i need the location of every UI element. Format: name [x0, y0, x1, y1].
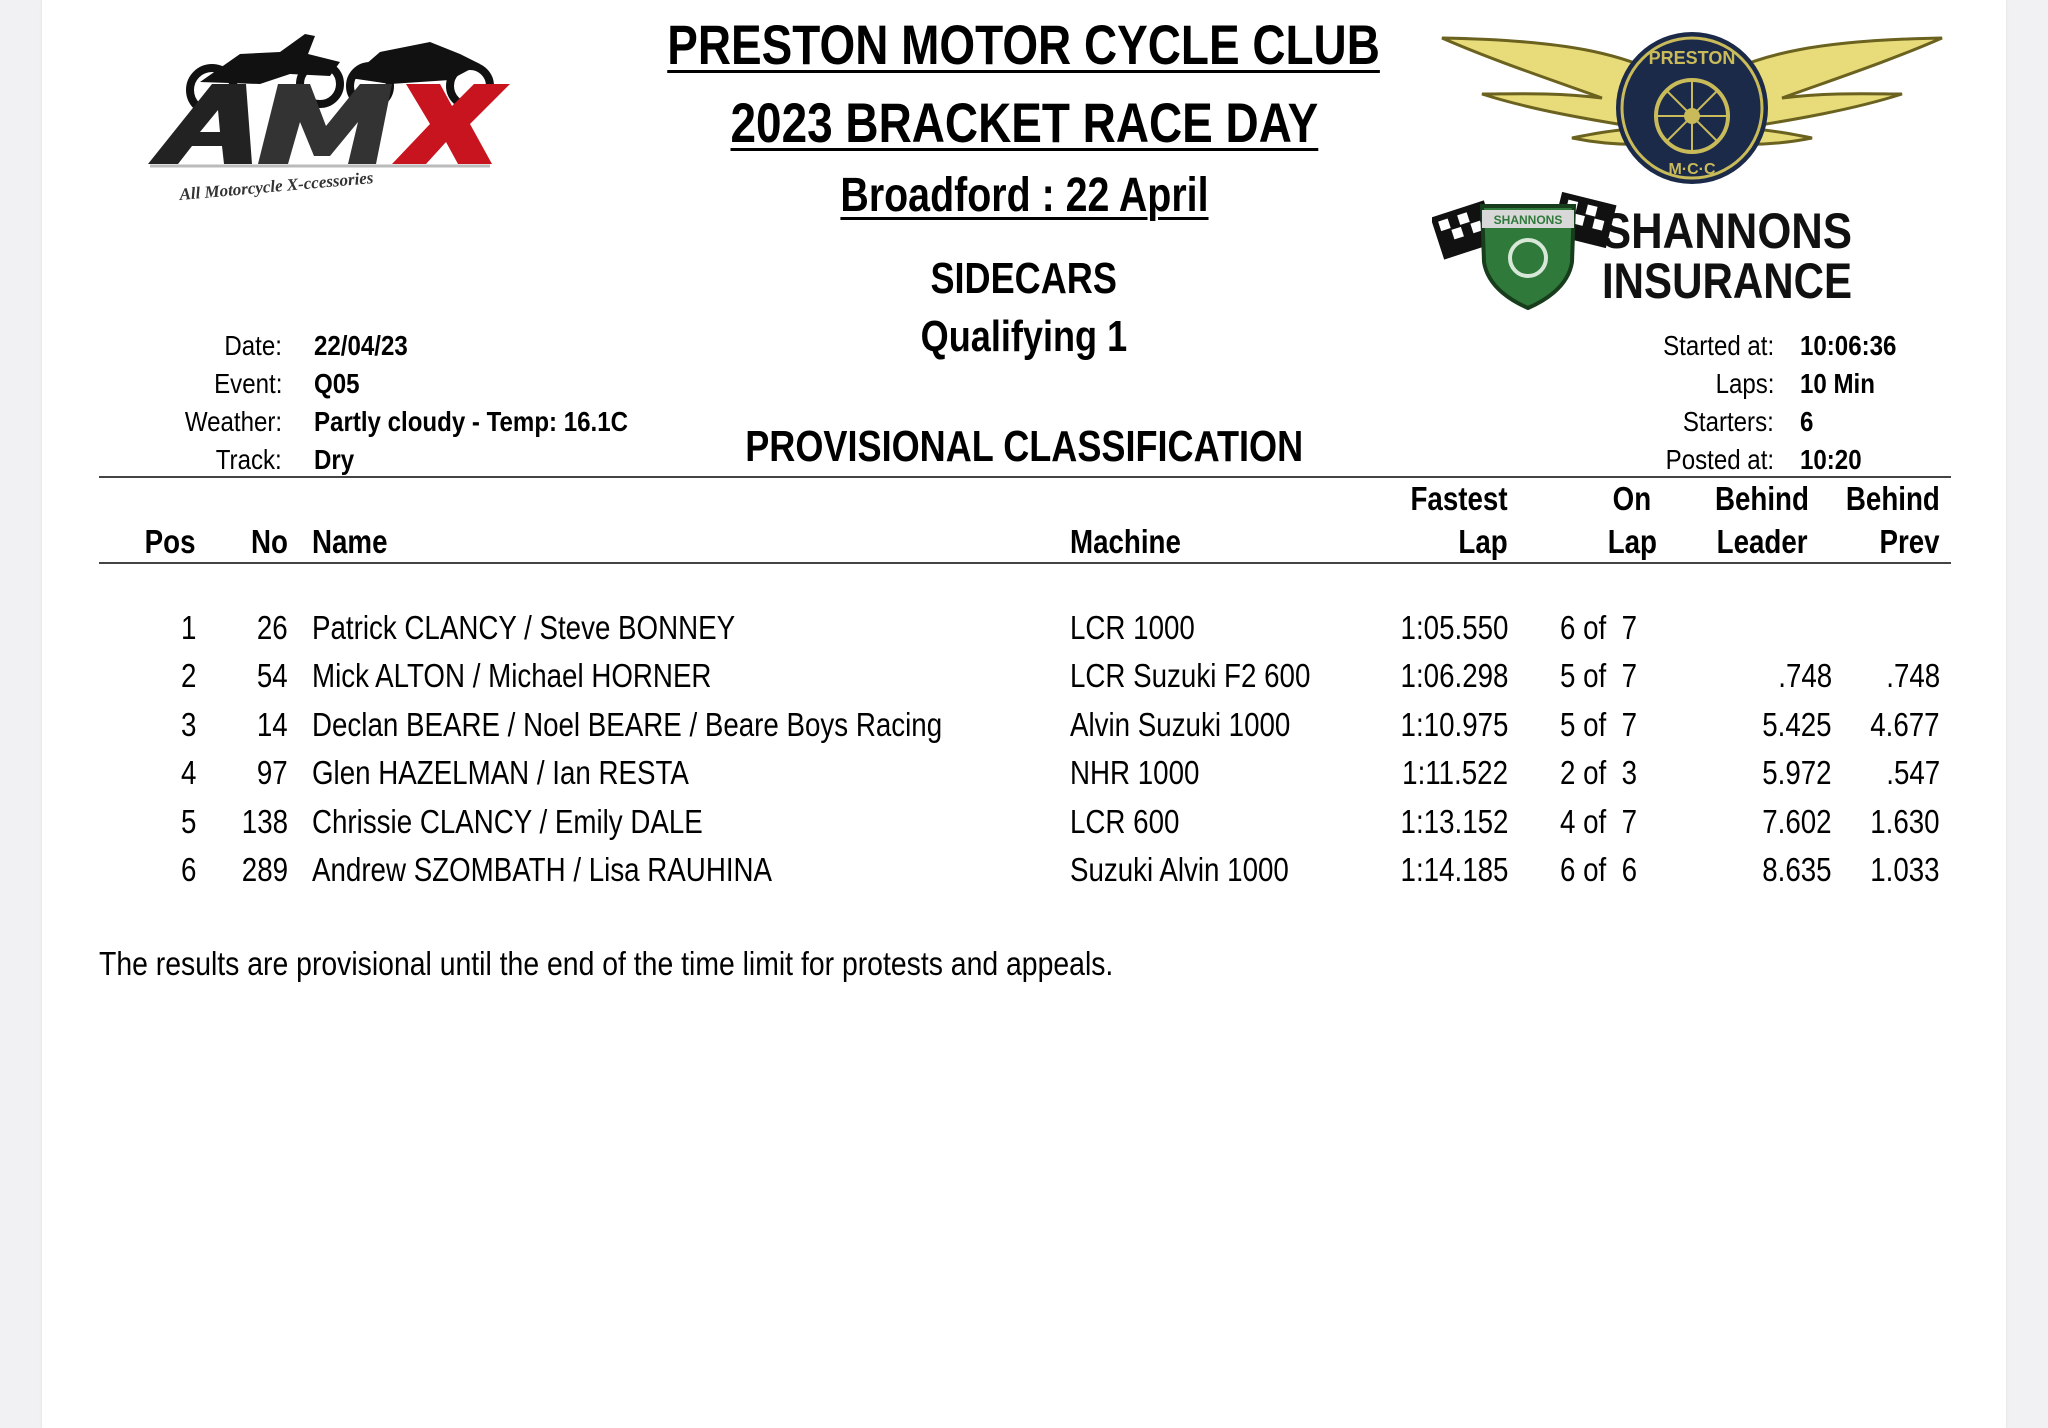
cell-on-lap: 2 of 3 [1560, 754, 1638, 791]
date-label: Date: [224, 330, 282, 361]
col-header-behind-prev-top: Behind [1846, 480, 1940, 517]
cell-name: Patrick CLANCY / Steve BONNEY [312, 609, 736, 646]
col-header-onlap-top: On [1612, 480, 1652, 517]
cell-pos: 5 [180, 803, 196, 840]
cell-machine: LCR 1000 [1070, 609, 1195, 646]
cell-fastest: 1:05.550 [1400, 609, 1508, 646]
cell-pos: 1 [180, 609, 196, 646]
date-value: 22/04/23 [314, 330, 408, 361]
session-title: Qualifying 1 [920, 312, 1128, 361]
starters-value: 6 [1800, 406, 1814, 437]
col-header-behind-leader-top: Behind [1715, 480, 1809, 517]
shannons-line2: INSURANCE [1602, 253, 1852, 309]
cell-on-lap: 6 of 7 [1560, 609, 1638, 646]
cell-no: 97 [257, 754, 288, 791]
cell-behind-leader: 8.635 [1762, 851, 1832, 888]
cell-behind-prev: .748 [1886, 657, 1940, 694]
col-header-name: Name [312, 523, 388, 560]
cell-fastest: 1:10.975 [1400, 706, 1508, 743]
cell-behind-leader: 5.972 [1762, 754, 1832, 791]
col-header-fastest-top: Fastest [1410, 480, 1508, 517]
cell-machine: Suzuki Alvin 1000 [1070, 851, 1289, 888]
cell-pos: 2 [180, 657, 196, 694]
provisional-note: The results are provisional until the end of the time limit for protests and appeals. [99, 945, 1114, 982]
cell-fastest: 1:14.185 [1400, 851, 1508, 888]
col-header-behind-leader-bottom: Leader [1716, 523, 1808, 560]
event-title: 2023 BRACKET RACE DAY [730, 91, 1318, 154]
winged-wheel-graphic [1432, 20, 1952, 190]
pmcc-bottom-text: M·C·C [1668, 161, 1716, 178]
cell-behind-prev [1802, 608, 1940, 648]
laps-label: Laps: [1715, 368, 1774, 399]
cell-fastest: 1:11.522 [1402, 754, 1508, 791]
cell-machine: Alvin Suzuki 1000 [1070, 706, 1291, 743]
cell-behind-prev: .547 [1886, 754, 1940, 791]
cell-pos: 6 [180, 851, 196, 888]
cell-machine: LCR 600 [1070, 803, 1180, 840]
cell-on-lap: 4 of 7 [1560, 803, 1638, 840]
cell-name: Andrew SZOMBATH / Lisa RAUHINA [312, 851, 773, 888]
club-title: PRESTON MOTOR CYCLE CLUB [667, 13, 1381, 76]
col-header-no: No [251, 523, 288, 560]
col-header-machine: Machine [1070, 523, 1181, 560]
class-title: SIDECARS [930, 254, 1118, 303]
cell-no: 138 [241, 803, 288, 840]
shannons-line1: SHANNONS [1602, 203, 1852, 259]
event-value: Q05 [314, 368, 360, 399]
cell-name: Glen HAZELMAN / Ian RESTA [312, 754, 689, 791]
col-header-behind-prev-bottom: Prev [1879, 523, 1940, 560]
track-label: Track: [215, 444, 282, 475]
header-divider [99, 476, 1951, 478]
cell-pos: 3 [180, 706, 196, 743]
laps-value: 10 Min [1800, 368, 1875, 399]
results-sheet [42, 0, 2006, 1428]
cell-behind-leader: .748 [1778, 657, 1832, 694]
cell-no: 289 [241, 851, 288, 888]
starters-label: Starters: [1683, 406, 1774, 437]
cell-no: 14 [257, 706, 288, 743]
preston-mcc-logo [1432, 20, 1952, 190]
cell-name: Mick ALTON / Michael HORNER [312, 657, 712, 694]
started-value: 10:06:36 [1800, 330, 1897, 361]
classification-title: PROVISIONAL CLASSIFICATION [745, 422, 1303, 471]
cell-machine: LCR Suzuki F2 600 [1070, 657, 1311, 694]
cell-fastest: 1:13.152 [1400, 803, 1508, 840]
weather-label: Weather: [184, 406, 282, 437]
col-header-fastest-bottom: Lap [1458, 523, 1508, 560]
posted-label: Posted at: [1665, 444, 1774, 475]
shannons-logo-graphic [1432, 192, 1912, 312]
started-label: Started at: [1662, 330, 1774, 361]
cell-pos: 4 [180, 754, 196, 791]
venue-date: Broadford : 22 April [839, 169, 1209, 222]
cell-behind-prev: 1.630 [1870, 803, 1940, 840]
col-header-onlap-bottom: Lap [1607, 523, 1657, 560]
cell-name: Chrissie CLANCY / Emily DALE [312, 803, 703, 840]
cell-no: 26 [257, 609, 288, 646]
event-label: Event: [213, 368, 282, 399]
cell-on-lap: 5 of 7 [1560, 706, 1638, 743]
cell-no: 54 [257, 657, 288, 694]
cell-on-lap: 5 of 7 [1560, 657, 1638, 694]
col-header-pos: Pos [145, 523, 196, 560]
cell-fastest: 1:06.298 [1400, 657, 1508, 694]
cell-machine: NHR 1000 [1070, 754, 1200, 791]
posted-value: 10:20 [1800, 444, 1862, 475]
cell-behind-leader: 7.602 [1762, 803, 1832, 840]
shannons-logo [1432, 192, 1912, 312]
cell-behind-prev: 1.033 [1870, 851, 1940, 888]
track-value: Dry [314, 444, 355, 475]
table-header-divider [99, 562, 1951, 564]
cell-name: Declan BEARE / Noel BEARE / Beare Boys Racing [312, 706, 943, 743]
cell-on-lap: 6 of 6 [1560, 851, 1638, 888]
cell-behind-leader: 5.425 [1762, 706, 1832, 743]
cell-behind-prev: 4.677 [1870, 706, 1940, 743]
pmcc-top-text: PRESTON [1648, 48, 1736, 68]
shannons-badge-text: SHANNONS [1493, 213, 1563, 227]
amx-tagline: All Motorcycle X-ccessories [178, 168, 375, 204]
weather-value: Partly cloudy - Temp: 16.1C [314, 406, 629, 437]
